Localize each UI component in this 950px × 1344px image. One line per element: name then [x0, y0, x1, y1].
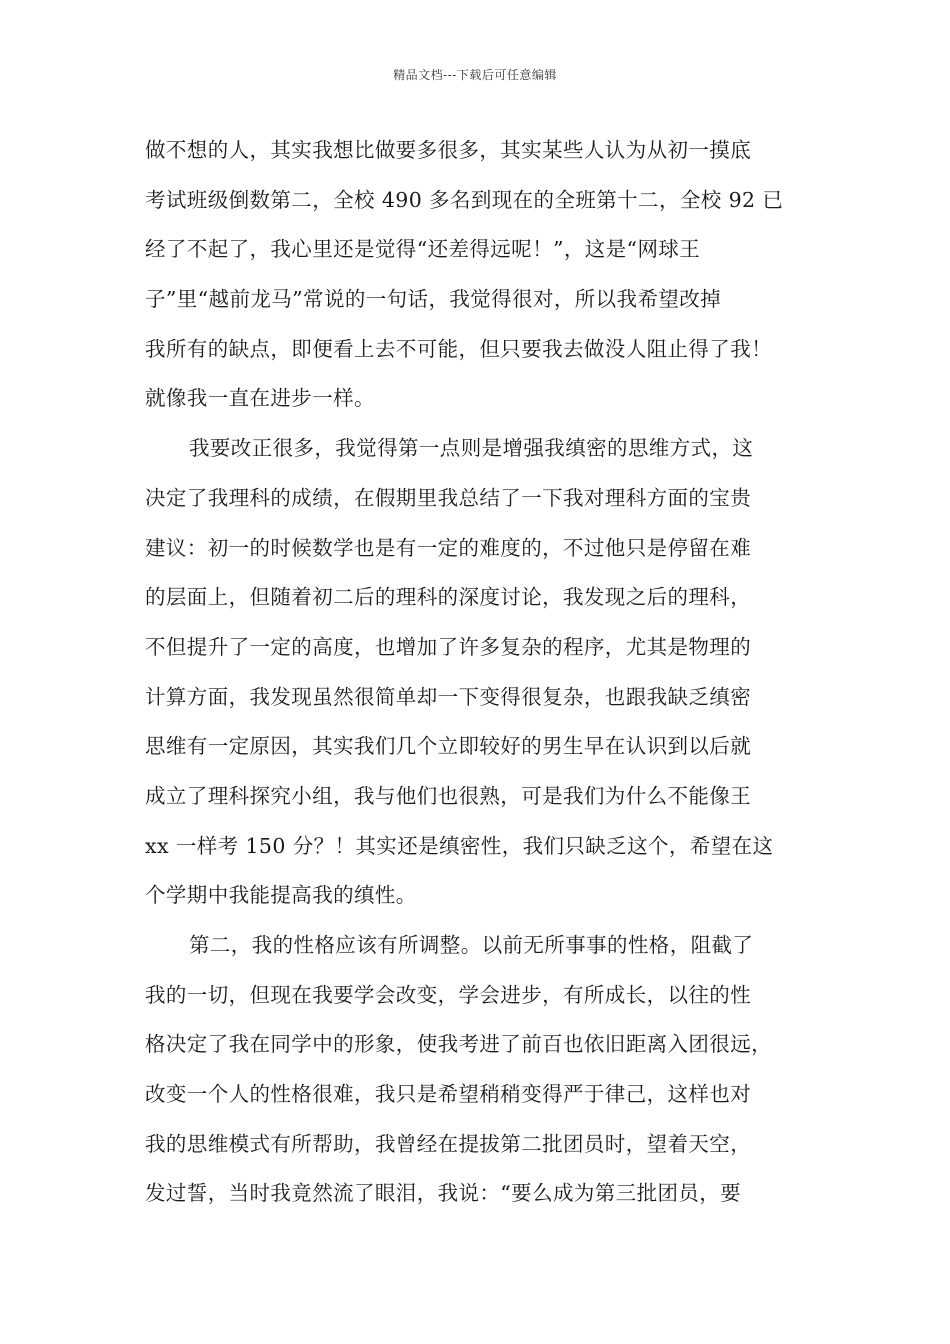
paragraph-1: [145, 126, 810, 424]
text-line: 不但提升了一定的高度，也增加了许多复杂的程序，尤其是物理的: [145, 634, 752, 659]
text-line: 个学期中我能提高我的缜性。: [145, 883, 417, 908]
text-line: xx 一样考 150 分？！其实还是缜密性，我们只缺乏这个，希望在这: [145, 833, 774, 858]
paragraph-2: [145, 424, 810, 921]
text-line: 考试班级倒数第二，全校 490 多名到现在的全班第十二，全校 92 已: [145, 187, 784, 212]
text-line: 子”里“越前龙马”常说的一句话，我觉得很对，所以我希望改掉: [145, 287, 722, 312]
text-line: 经了不起了，我心里还是觉得“还差得远呢！”，这是“网球王: [145, 237, 701, 262]
text-line: 发过誓，当时我竟然流了眼泪，我说：“要么成为第三批团员，要: [145, 1181, 742, 1206]
document-body: [145, 126, 810, 1219]
text-line: 决定了我理科的成绩，在假期里我总结了一下我对理科方面的宝贵: [145, 485, 752, 510]
text-line-first: 我要改正很多，我觉得第一点则是增强我缜密的思维方式，这: [189, 436, 754, 461]
text-line: 思维有一定原因，其实我们几个立即较好的男生早在认识到以后就: [145, 734, 752, 759]
text-line: 做不想的人，其实我想比做要多很多，其实某些人认为从初一摸底: [145, 138, 752, 162]
text-line: 改变一个人的性格很难，我只是希望稍稍变得严于律己，这样也对: [145, 1082, 752, 1107]
text-line: 的层面上，但随着初二后的理科的深度讨论，我发现之后的理科，: [145, 585, 752, 610]
text-line: 格决定了我在同学中的形象，使我考进了前百也依旧距离入团很远，: [145, 1032, 772, 1057]
text-line: 我的一切，但现在我要学会改变，学会进步，有所成长，以往的性: [145, 982, 752, 1007]
text-line-first: 第二，我的性格应该有所调整。以前无所事事的性格，阻截了: [189, 933, 754, 957]
paragraph-3: [145, 921, 810, 1219]
text-line: 成立了理科探究小组，我与他们也很熟，可是我们为什么不能像王: [145, 783, 752, 808]
text-line: 我的思维模式有所帮助，我曾经在提拔第二批团员时，望着天空，: [145, 1131, 752, 1156]
text-line: 我所有的缺点，即便看上去不可能，但只要我去做没人阻止得了我！: [145, 336, 772, 361]
text-line: 计算方面，我发现虽然很简单却一下变得很复杂，也跟我缺乏缜密: [145, 684, 752, 709]
text-line: 建议：初一的时候数学也是有一定的难度的，不过他只是停留在难: [145, 535, 752, 560]
text-line: 就像我一直在进步一样。: [145, 386, 375, 411]
page-header: 精品文档---下载后可任意编辑: [393, 68, 557, 82]
